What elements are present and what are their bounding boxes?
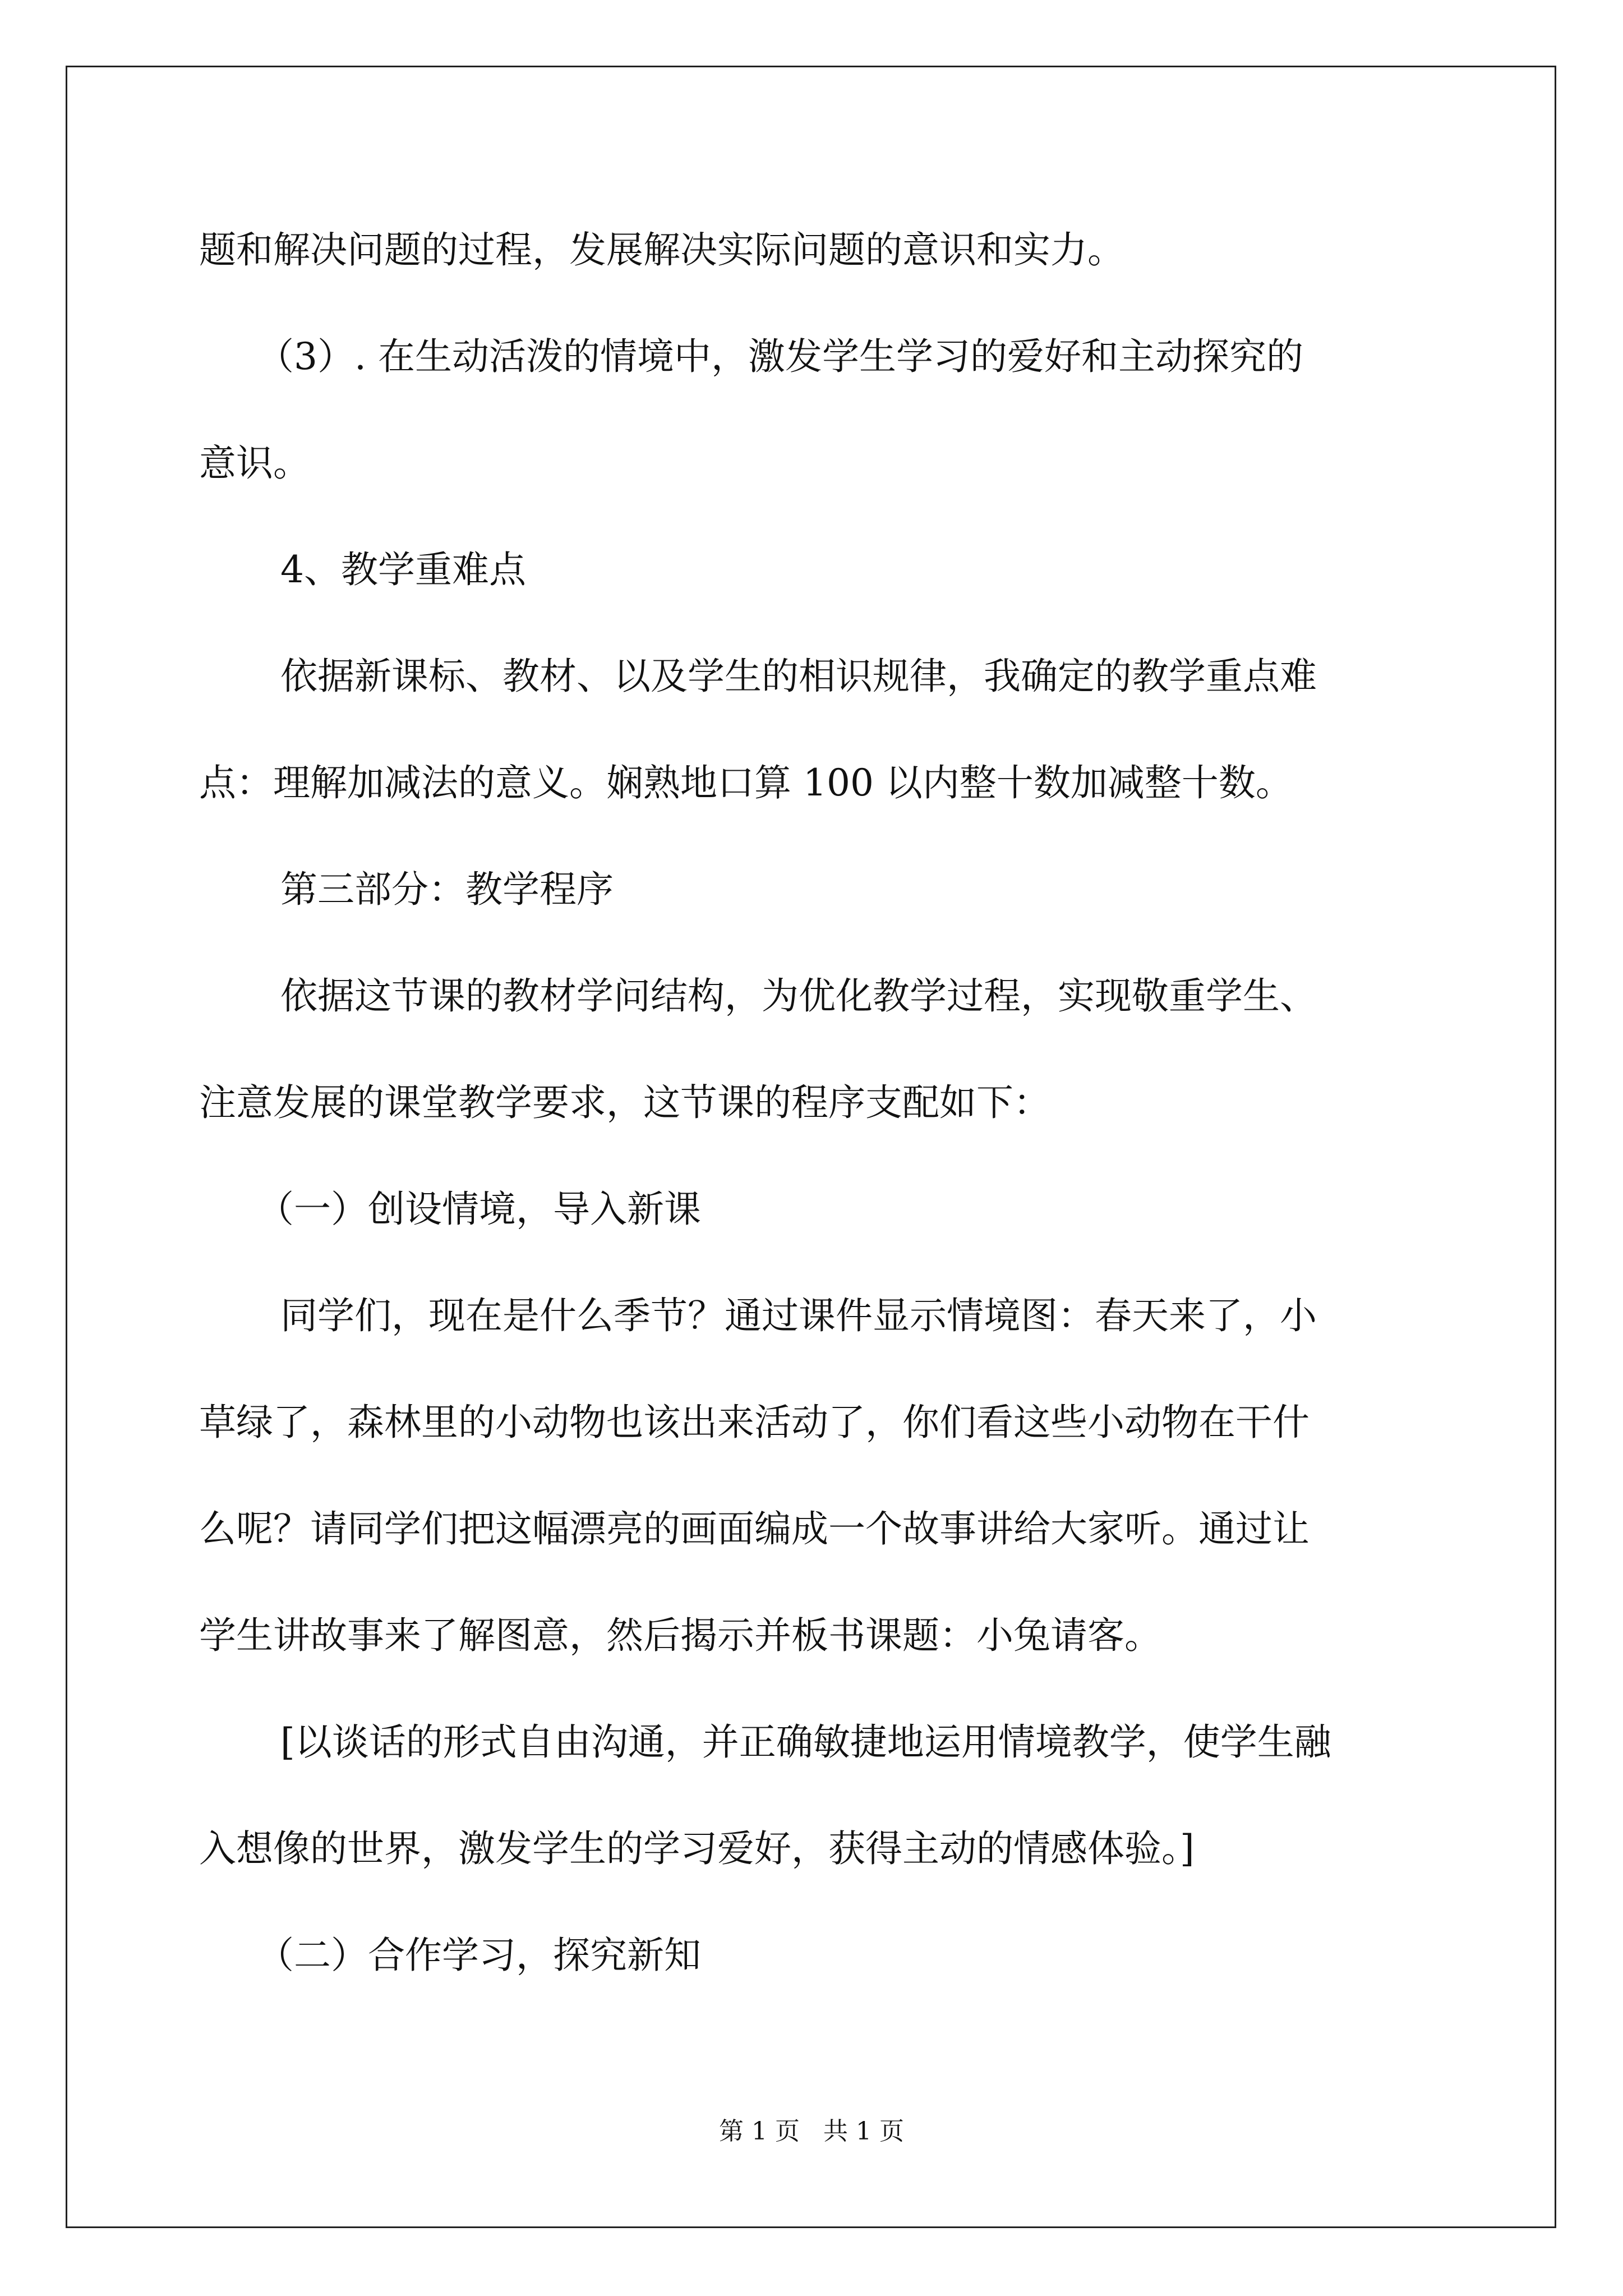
text-line-13: 么呢？请同学们把这幅漂亮的画面编成一个故事讲给大家听。通过让 bbox=[199, 1507, 1310, 1550]
page-footer: 第 1 页 共 1 页 bbox=[719, 2117, 904, 2146]
text-line-9: 注意发展的课堂教学要求，这节课的程序支配如下： bbox=[199, 1081, 1050, 1124]
text-line-6: 点：理解加减法的意义。娴熟地口算 100 以内整十数加减整十数。 bbox=[199, 761, 1293, 804]
subsection-heading-1: （一）创设情境，导入新课 bbox=[257, 1188, 701, 1231]
text-line-12: 草绿了，森林里的小动物也该出来活动了，你们看这些小动物在干什 bbox=[199, 1401, 1310, 1444]
text-line-16: 入想像的世界，激发学生的学习爱好，获得主动的情感体验。] bbox=[199, 1827, 1195, 1870]
section-heading-part-three: 第三部分：教学程序 bbox=[280, 868, 614, 911]
page-border bbox=[66, 66, 1556, 2228]
text-line-11: 同学们，现在是什么季节？通过课件显示情境图：春天来了，小 bbox=[280, 1294, 1317, 1337]
text-line-3: 意识。 bbox=[199, 441, 310, 485]
text-line-2: （3）. 在生动活泼的情境中，激发学生学习的爱好和主动探究的 bbox=[257, 335, 1303, 378]
section-heading-4: 4、教学重难点 bbox=[280, 548, 526, 591]
text-line-5: 依据新课标、教材、以及学生的相识规律，我确定的教学重点难 bbox=[280, 655, 1317, 698]
text-line-8: 依据这节课的教材学问结构，为优化教学过程，实现敬重学生、 bbox=[280, 974, 1317, 1018]
subsection-heading-2: （二）合作学习，探究新知 bbox=[257, 1934, 701, 1977]
text-line-14: 学生讲故事来了解图意，然后揭示并板书课题：小兔请客。 bbox=[199, 1614, 1161, 1657]
text-line-1: 题和解决问题的过程，发展解决实际问题的意识和实力。 bbox=[199, 228, 1124, 272]
text-line-15: [以谈话的形式自由沟通，并正确敏捷地运用情境教学，使学生融 bbox=[280, 1720, 1331, 1764]
